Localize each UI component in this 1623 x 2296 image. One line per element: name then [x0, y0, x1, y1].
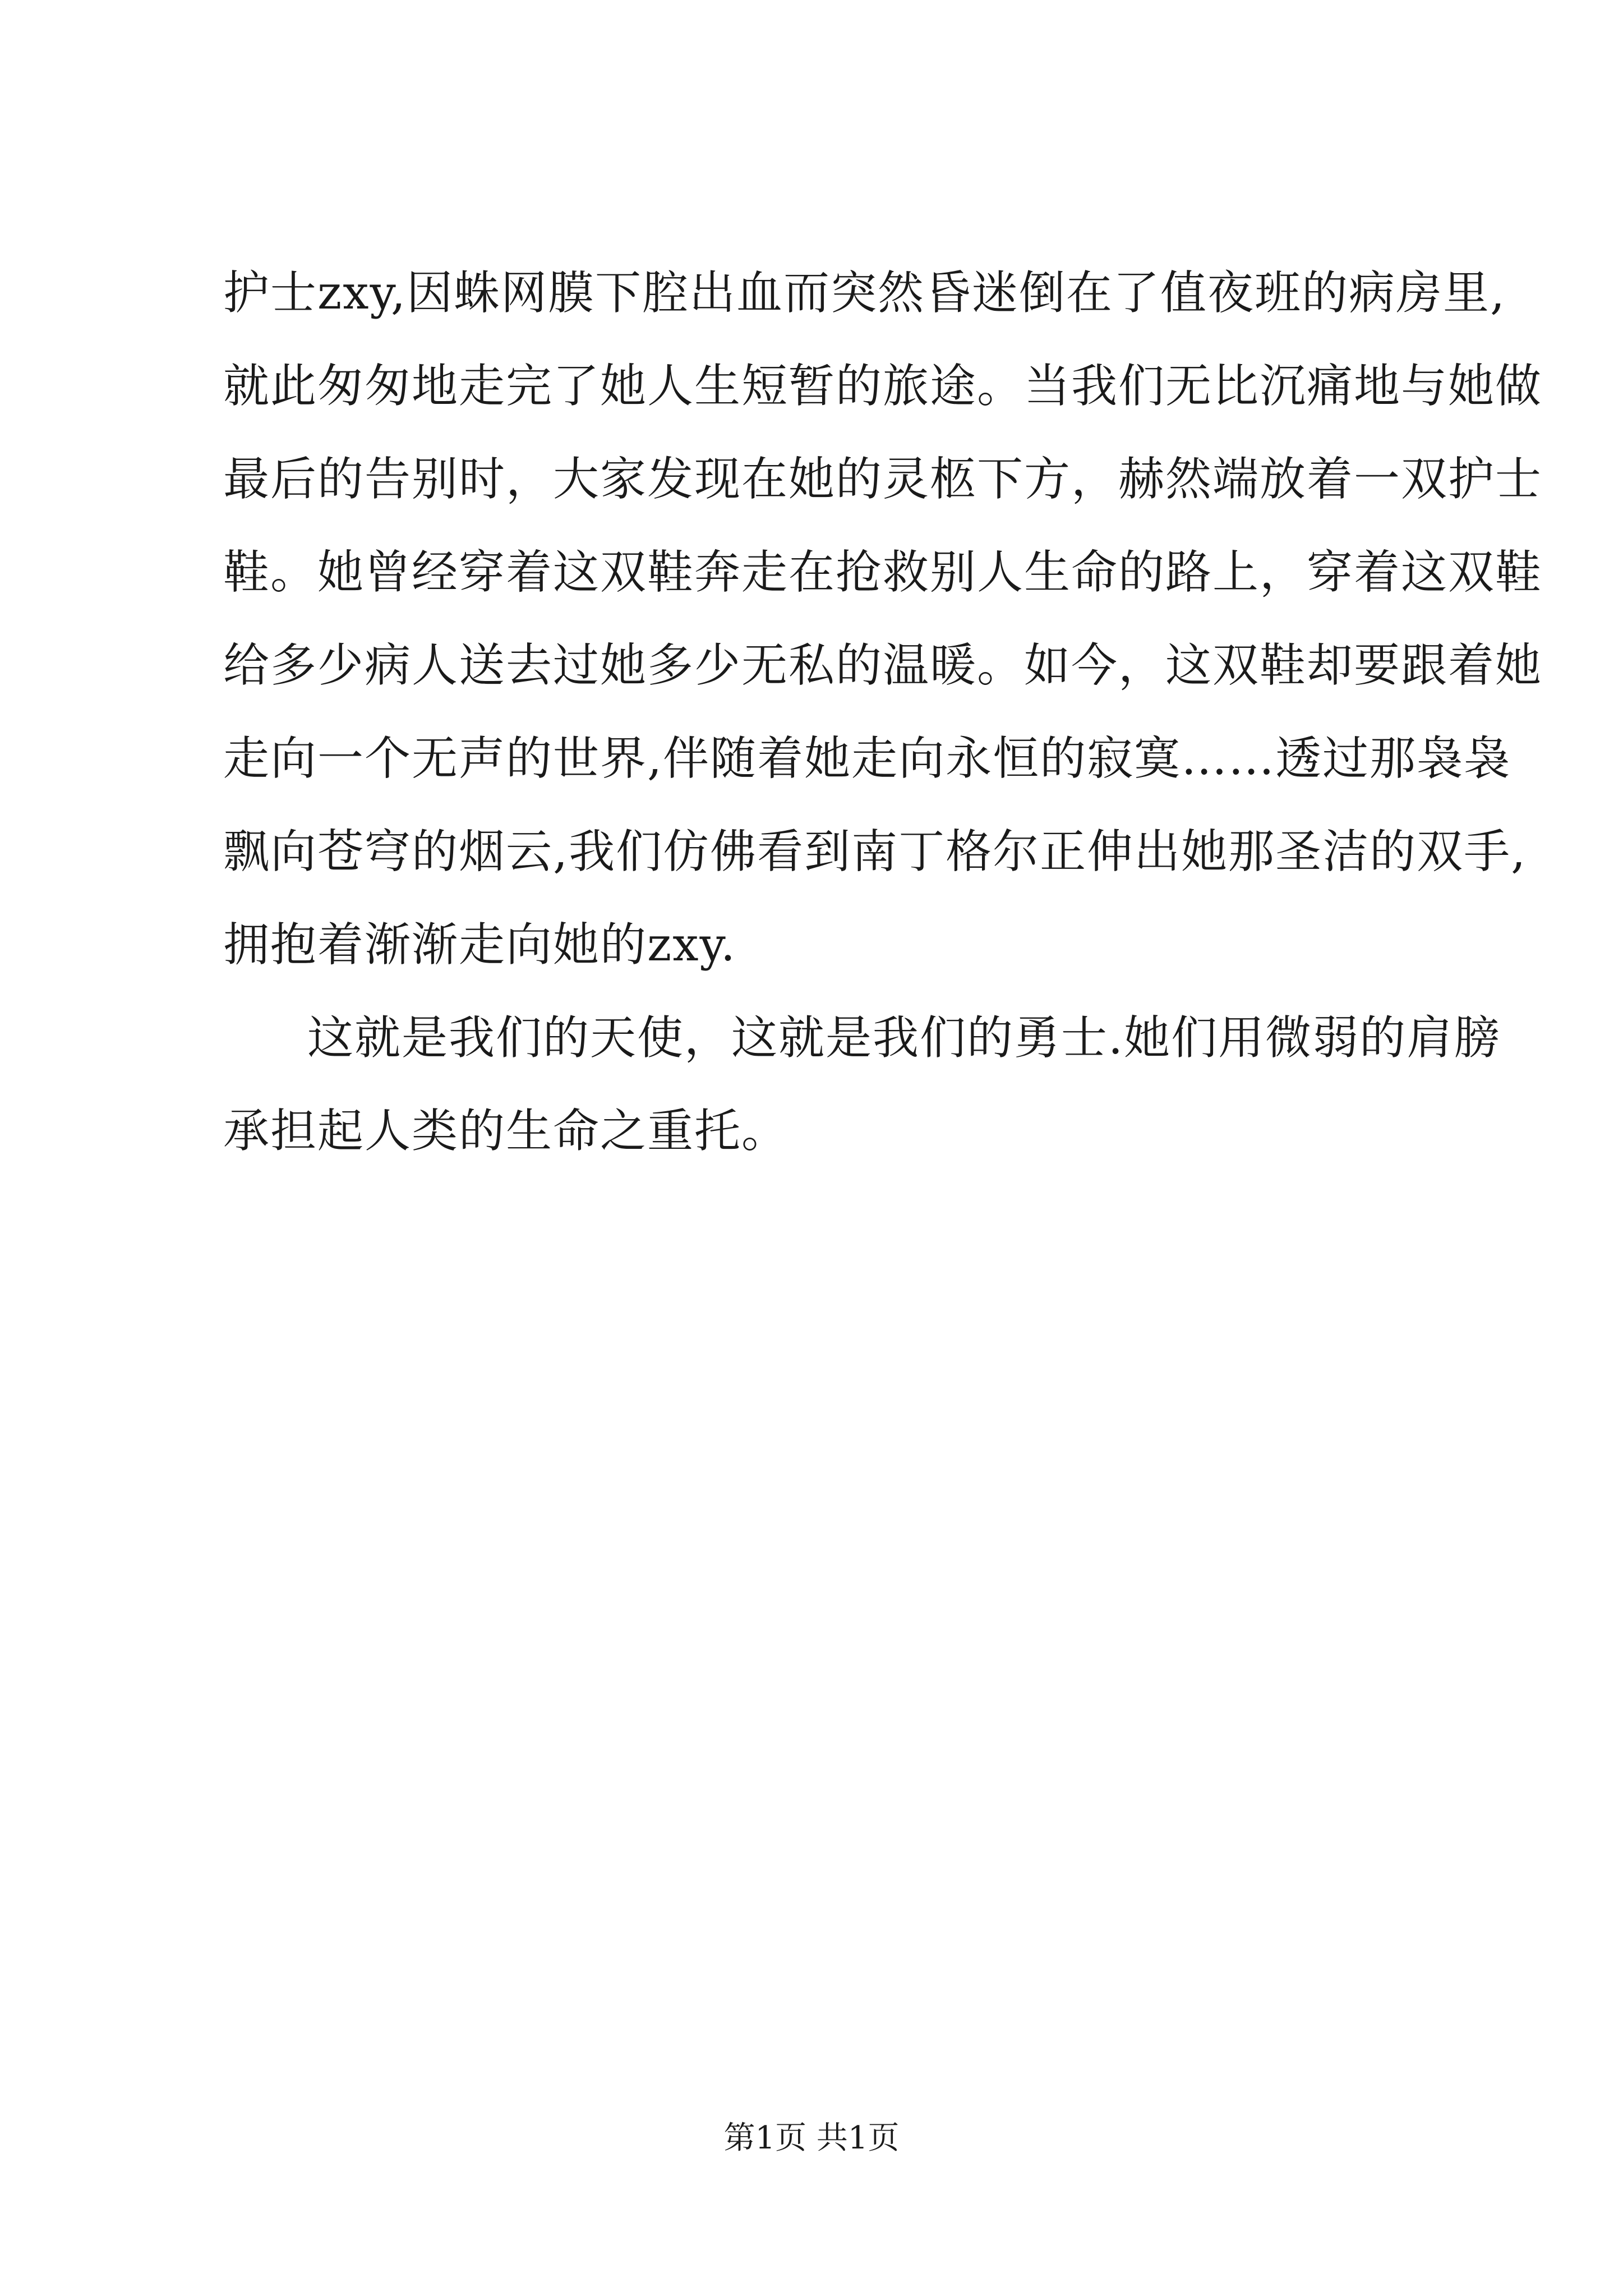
paragraph-2: [223, 992, 1501, 1178]
text-line: 走向一个无声的世界,伴随着她走向永恒的寂寞……透过那袅袅: [223, 732, 1511, 785]
paragraph-1: [223, 247, 1543, 992]
text-line: 最后的告别时，大家发现在她的灵柩下方，赫然端放着一双护士: [223, 453, 1543, 506]
text-line: 飘向苍穹的烟云,我们仿佛看到南丁格尔正伸出她那圣洁的双手,: [223, 825, 1527, 878]
text-line: 鞋。她曾经穿着这双鞋奔走在抢救别人生命的路上，穿着这双鞋: [223, 546, 1543, 599]
text-line: 护士zxy,因蛛网膜下腔出血而突然昏迷倒在了值夜班的病房里,: [223, 266, 1506, 320]
text-line: 承担起人类的生命之重托。: [223, 1105, 789, 1158]
text-line: 就此匆匆地走完了她人生短暂的旅途。当我们无比沉痛地与她做: [223, 360, 1543, 413]
text-line: 给多少病人送去过她多少无私的温暖。如今，这双鞋却要跟着她: [223, 639, 1543, 692]
text-line: 这就是我们的天使，这就是我们的勇士.她们用微弱的肩膀: [307, 1011, 1501, 1065]
document-body: [223, 247, 1543, 1178]
page-number-footer: 第1页 共1页: [723, 2120, 900, 2156]
text-line: 拥抱着渐渐走向她的zxy.: [223, 918, 736, 972]
